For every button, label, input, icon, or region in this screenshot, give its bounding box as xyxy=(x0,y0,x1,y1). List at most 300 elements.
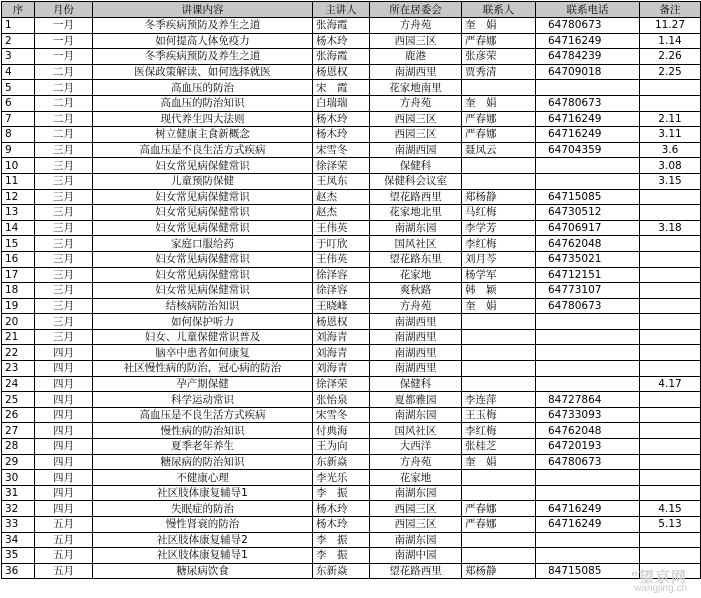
cell-committee: 望花路西里 xyxy=(370,563,462,579)
cell-month: 三月 xyxy=(35,158,93,174)
cell-no: 36 xyxy=(2,563,35,579)
cell-phone: 64720193 xyxy=(536,439,640,455)
cell-topic: 树立健康主食新概念 xyxy=(93,127,313,143)
cell-phone: 64704359 xyxy=(536,142,640,158)
cell-committee: 方舟苑 xyxy=(370,298,462,314)
cell-phone: 64784239 xyxy=(536,49,640,65)
cell-topic: 如何提高人体免疫力 xyxy=(93,33,313,49)
cell-phone xyxy=(536,548,640,564)
cell-committee: 望花路东里 xyxy=(370,251,462,267)
table-row xyxy=(2,251,701,267)
table-row xyxy=(2,345,701,361)
cell-speaker: 付典海 xyxy=(313,423,370,439)
cell-contact: 郑杨静 xyxy=(462,563,536,579)
cell-contact xyxy=(462,532,536,548)
cell-no: 27 xyxy=(2,423,35,439)
cell-committee: 保健科 xyxy=(370,158,462,174)
cell-contact: 聂凤云 xyxy=(462,142,536,158)
cell-committee: 爽秋路 xyxy=(370,283,462,299)
cell-topic: 高血压是不良生活方式疾病 xyxy=(93,407,313,423)
cell-phone xyxy=(536,532,640,548)
cell-topic: 现代养生四大法则 xyxy=(93,111,313,127)
cell-note xyxy=(640,407,701,423)
cell-contact: 严春娜 xyxy=(462,517,536,533)
cell-note xyxy=(640,345,701,361)
cell-contact: 王玉梅 xyxy=(462,407,536,423)
cell-phone: 64730512 xyxy=(536,205,640,221)
cell-contact: 郑杨静 xyxy=(462,189,536,205)
cell-contact xyxy=(462,485,536,501)
cell-contact: 严春娜 xyxy=(462,33,536,49)
cell-no: 8 xyxy=(2,127,35,143)
cell-contact xyxy=(462,345,536,361)
cell-speaker: 赵杰 xyxy=(313,189,370,205)
cell-speaker: 李光乐 xyxy=(313,470,370,486)
cell-no: 1 xyxy=(2,18,35,34)
cell-speaker: 东新焱 xyxy=(313,563,370,579)
cell-note: 3.6 xyxy=(640,142,701,158)
table-row xyxy=(2,142,701,158)
cell-phone: 64780673 xyxy=(536,454,640,470)
cell-note xyxy=(640,470,701,486)
header-row xyxy=(2,2,701,18)
cell-note xyxy=(640,454,701,470)
cell-topic: 慢性肾衰的防治 xyxy=(93,517,313,533)
cell-note xyxy=(640,329,701,345)
cell-month: 三月 xyxy=(35,205,93,221)
cell-month: 四月 xyxy=(35,423,93,439)
cell-topic: 妇女常见病保健常识 xyxy=(93,189,313,205)
cell-note xyxy=(640,423,701,439)
table-body xyxy=(2,18,701,579)
header-no: 序 xyxy=(2,2,35,18)
cell-no: 25 xyxy=(2,392,35,408)
cell-month: 四月 xyxy=(35,439,93,455)
cell-phone: 84727864 xyxy=(536,392,640,408)
cell-note xyxy=(640,361,701,377)
cell-topic: 糖尿病饮食 xyxy=(93,563,313,579)
cell-speaker: 王伟英 xyxy=(313,220,370,236)
cell-committee: 方舟苑 xyxy=(370,18,462,34)
header-phone: 联系电话 xyxy=(536,2,640,18)
cell-topic: 慢性病的防治知识 xyxy=(93,423,313,439)
cell-note: 3.15 xyxy=(640,173,701,189)
cell-committee: 国风社区 xyxy=(370,236,462,252)
cell-topic: 孕产期保健 xyxy=(93,376,313,392)
cell-note xyxy=(640,392,701,408)
cell-no: 29 xyxy=(2,454,35,470)
cell-phone: 64780673 xyxy=(536,95,640,111)
cell-month: 四月 xyxy=(35,454,93,470)
cell-topic: 妇女常见病保健常识 xyxy=(93,220,313,236)
table-row xyxy=(2,485,701,501)
cell-phone: 64780673 xyxy=(536,18,640,34)
cell-topic: 不健康心理 xyxy=(93,470,313,486)
cell-topic: 社区肢体康复辅导2 xyxy=(93,532,313,548)
cell-month: 三月 xyxy=(35,329,93,345)
table-row xyxy=(2,127,701,143)
cell-speaker: 赵杰 xyxy=(313,205,370,221)
cell-topic: 家庭口服给药 xyxy=(93,236,313,252)
cell-phone: 84715085 xyxy=(536,563,640,579)
cell-topic: 高血压是不良生活方式疾病 xyxy=(93,142,313,158)
cell-contact: 严春娜 xyxy=(462,127,536,143)
cell-no: 6 xyxy=(2,95,35,111)
cell-month: 三月 xyxy=(35,236,93,252)
cell-committee: 西园三区 xyxy=(370,517,462,533)
cell-speaker: 张怡泉 xyxy=(313,392,370,408)
cell-topic: 医保政策解读、如何选择就医 xyxy=(93,64,313,80)
cell-topic: 冬季疾病预防及养生之道 xyxy=(93,18,313,34)
cell-speaker: 王凤东 xyxy=(313,173,370,189)
header-month: 月份 xyxy=(35,2,93,18)
cell-speaker: 刘海青 xyxy=(313,361,370,377)
cell-no: 4 xyxy=(2,64,35,80)
table-row xyxy=(2,563,701,579)
cell-month: 四月 xyxy=(35,407,93,423)
cell-phone: 64773107 xyxy=(536,283,640,299)
cell-speaker: 杨木玲 xyxy=(313,501,370,517)
cell-note xyxy=(640,298,701,314)
cell-note: 3.08 xyxy=(640,158,701,174)
cell-month: 四月 xyxy=(35,345,93,361)
cell-committee: 保健科 xyxy=(370,376,462,392)
table-row xyxy=(2,548,701,564)
cell-committee: 南湖西里 xyxy=(370,314,462,330)
cell-contact xyxy=(462,80,536,96)
cell-speaker: 徐泽荣 xyxy=(313,158,370,174)
cell-topic: 失眠症的防治 xyxy=(93,501,313,517)
cell-no: 18 xyxy=(2,283,35,299)
cell-phone: 64706917 xyxy=(536,220,640,236)
cell-month: 五月 xyxy=(35,563,93,579)
table-row xyxy=(2,329,701,345)
cell-committee: 花家地 xyxy=(370,267,462,283)
cell-committee: 南湖西园 xyxy=(370,142,462,158)
table-row xyxy=(2,95,701,111)
cell-no: 33 xyxy=(2,517,35,533)
cell-note xyxy=(640,267,701,283)
cell-note xyxy=(640,314,701,330)
cell-no: 20 xyxy=(2,314,35,330)
cell-no: 30 xyxy=(2,470,35,486)
cell-committee: 南湖西里 xyxy=(370,345,462,361)
cell-speaker: 王晓峰 xyxy=(313,298,370,314)
cell-note: 2.25 xyxy=(640,64,701,80)
cell-committee: 方舟苑 xyxy=(370,95,462,111)
cell-contact: 杨学军 xyxy=(462,267,536,283)
table-row xyxy=(2,407,701,423)
table-row xyxy=(2,220,701,236)
table-row xyxy=(2,314,701,330)
cell-month: 三月 xyxy=(35,298,93,314)
cell-contact xyxy=(462,314,536,330)
cell-phone: 64762048 xyxy=(536,236,640,252)
cell-topic: 妇女常见病保健常识 xyxy=(93,267,313,283)
cell-note xyxy=(640,283,701,299)
table-row xyxy=(2,470,701,486)
cell-topic: 如何保护听力 xyxy=(93,314,313,330)
cell-contact: 奎 娟 xyxy=(462,454,536,470)
cell-no: 26 xyxy=(2,407,35,423)
cell-topic: 社区慢性病的防治，冠心病的防治 xyxy=(93,361,313,377)
table-row xyxy=(2,423,701,439)
cell-committee: 南湖西里 xyxy=(370,361,462,377)
cell-no: 15 xyxy=(2,236,35,252)
cell-contact: 奎 娟 xyxy=(462,18,536,34)
cell-committee: 望花路西里 xyxy=(370,189,462,205)
table-row xyxy=(2,173,701,189)
table-row xyxy=(2,298,701,314)
cell-contact: 奎 娟 xyxy=(462,95,536,111)
cell-speaker: 杨恩权 xyxy=(313,64,370,80)
cell-contact: 贾秀清 xyxy=(462,64,536,80)
cell-committee: 南湖东园 xyxy=(370,407,462,423)
cell-phone: 64712151 xyxy=(536,267,640,283)
cell-committee: 南湖中园 xyxy=(370,548,462,564)
cell-phone: 64709018 xyxy=(536,64,640,80)
table-row xyxy=(2,454,701,470)
cell-speaker: 宋雪冬 xyxy=(313,142,370,158)
cell-phone: 64780673 xyxy=(536,298,640,314)
header-speaker: 主讲人 xyxy=(313,2,370,18)
cell-committee: 大西洋 xyxy=(370,439,462,455)
cell-note xyxy=(640,439,701,455)
cell-speaker: 白瑞瑞 xyxy=(313,95,370,111)
cell-speaker: 张海霞 xyxy=(313,49,370,65)
cell-month: 二月 xyxy=(35,127,93,143)
table-row xyxy=(2,33,701,49)
cell-note: 11.27 xyxy=(640,18,701,34)
cell-contact xyxy=(462,548,536,564)
cell-no: 3 xyxy=(2,49,35,65)
table-row xyxy=(2,158,701,174)
cell-speaker: 张海霞 xyxy=(313,18,370,34)
cell-no: 9 xyxy=(2,142,35,158)
cell-month: 一月 xyxy=(35,18,93,34)
cell-month: 五月 xyxy=(35,532,93,548)
cell-committee: 花家地 xyxy=(370,470,462,486)
cell-speaker: 杨恩权 xyxy=(313,314,370,330)
table-row xyxy=(2,532,701,548)
cell-topic: 妇女、儿童保健常识普及 xyxy=(93,329,313,345)
cell-speaker: 杨木玲 xyxy=(313,111,370,127)
cell-note: 2.26 xyxy=(640,49,701,65)
cell-contact xyxy=(462,361,536,377)
cell-committee: 保健科会议室 xyxy=(370,173,462,189)
cell-contact: 严春娜 xyxy=(462,501,536,517)
cell-committee: 方舟苑 xyxy=(370,454,462,470)
watermark-domain: wangjing.cn xyxy=(634,583,687,594)
header-topic: 讲课内容 xyxy=(93,2,313,18)
cell-month: 四月 xyxy=(35,376,93,392)
cell-topic: 儿童预防保健 xyxy=(93,173,313,189)
table-row xyxy=(2,376,701,392)
cell-speaker: 刘海青 xyxy=(313,329,370,345)
cell-phone xyxy=(536,329,640,345)
cell-committee: 南湖东园 xyxy=(370,532,462,548)
cell-phone: 64716249 xyxy=(536,33,640,49)
cell-note xyxy=(640,80,701,96)
cell-phone xyxy=(536,376,640,392)
cell-no: 19 xyxy=(2,298,35,314)
table-row xyxy=(2,283,701,299)
cell-note xyxy=(640,485,701,501)
cell-topic: 妇女常见病保健常识 xyxy=(93,205,313,221)
cell-topic: 夏季老年养生 xyxy=(93,439,313,455)
cell-note xyxy=(640,205,701,221)
cell-contact xyxy=(462,470,536,486)
cell-phone xyxy=(536,361,640,377)
cell-phone xyxy=(536,173,640,189)
cell-speaker: 徐泽荣 xyxy=(313,376,370,392)
cell-contact xyxy=(462,376,536,392)
table-row xyxy=(2,189,701,205)
cell-no: 28 xyxy=(2,439,35,455)
cell-month: 五月 xyxy=(35,548,93,564)
cell-topic: 妇女常见病保健常识 xyxy=(93,283,313,299)
cell-no: 17 xyxy=(2,267,35,283)
cell-committee: 西园三区 xyxy=(370,111,462,127)
cell-contact: 韩 颖 xyxy=(462,283,536,299)
table-row xyxy=(2,80,701,96)
cell-committee: 南湖西里 xyxy=(370,64,462,80)
cell-phone: 64762048 xyxy=(536,423,640,439)
cell-speaker: 宋雪冬 xyxy=(313,407,370,423)
cell-topic: 冬季疾病预防及养生之道 xyxy=(93,49,313,65)
cell-no: 5 xyxy=(2,80,35,96)
cell-no: 21 xyxy=(2,329,35,345)
cell-topic: 妇女常见病保健常识 xyxy=(93,251,313,267)
cell-contact: 奎 娟 xyxy=(462,298,536,314)
header-committee: 所在居委会 xyxy=(370,2,462,18)
cell-contact xyxy=(462,329,536,345)
cell-month: 二月 xyxy=(35,64,93,80)
cell-no: 34 xyxy=(2,532,35,548)
cell-speaker: 杨木玲 xyxy=(313,517,370,533)
cell-no: 23 xyxy=(2,361,35,377)
cell-note xyxy=(640,236,701,252)
cell-committee: 西园三区 xyxy=(370,33,462,49)
table-row xyxy=(2,111,701,127)
cell-phone: 64735021 xyxy=(536,251,640,267)
cell-committee: 花家地南里 xyxy=(370,80,462,96)
cell-no: 14 xyxy=(2,220,35,236)
cell-committee: 南湖东园 xyxy=(370,485,462,501)
cell-phone xyxy=(536,158,640,174)
cell-note xyxy=(640,548,701,564)
table-row xyxy=(2,205,701,221)
cell-no: 32 xyxy=(2,501,35,517)
cell-note xyxy=(640,532,701,548)
cell-note: 2.11 xyxy=(640,111,701,127)
cell-phone xyxy=(536,485,640,501)
cell-phone: 64715085 xyxy=(536,189,640,205)
cell-no: 10 xyxy=(2,158,35,174)
cell-contact: 马红梅 xyxy=(462,205,536,221)
cell-month: 四月 xyxy=(35,470,93,486)
cell-contact xyxy=(462,173,536,189)
cell-month: 三月 xyxy=(35,220,93,236)
cell-no: 7 xyxy=(2,111,35,127)
cell-note xyxy=(640,251,701,267)
cell-speaker: 李 振 xyxy=(313,532,370,548)
cell-speaker: 杨木玲 xyxy=(313,127,370,143)
table-row xyxy=(2,18,701,34)
cell-contact: 李红梅 xyxy=(462,236,536,252)
cell-phone xyxy=(536,80,640,96)
cell-phone: 64733093 xyxy=(536,407,640,423)
cell-speaker: 王为向 xyxy=(313,439,370,455)
cell-month: 三月 xyxy=(35,283,93,299)
site-watermark xyxy=(630,569,687,594)
cell-no: 13 xyxy=(2,205,35,221)
cell-month: 四月 xyxy=(35,485,93,501)
cell-phone: 64716249 xyxy=(536,111,640,127)
header-contact: 联系人 xyxy=(462,2,536,18)
cell-speaker: 李 振 xyxy=(313,548,370,564)
cell-phone xyxy=(536,345,640,361)
cell-topic: 社区肢体康复辅导1 xyxy=(93,548,313,564)
cell-note: 4.17 xyxy=(640,376,701,392)
table-row xyxy=(2,267,701,283)
cell-note: 3.11 xyxy=(640,127,701,143)
cell-month: 三月 xyxy=(35,251,93,267)
cell-month: 一月 xyxy=(35,33,93,49)
cell-committee: 西园三区 xyxy=(370,501,462,517)
cell-committee: 南湖西里 xyxy=(370,329,462,345)
table-row xyxy=(2,501,701,517)
table-row xyxy=(2,392,701,408)
cell-no: 35 xyxy=(2,548,35,564)
cell-topic: 妇女常见病保健常识 xyxy=(93,158,313,174)
cell-month: 二月 xyxy=(35,80,93,96)
cell-phone: 64716249 xyxy=(536,517,640,533)
cell-month: 四月 xyxy=(35,392,93,408)
cell-no: 16 xyxy=(2,251,35,267)
cell-committee: 国风社区 xyxy=(370,423,462,439)
cell-no: 12 xyxy=(2,189,35,205)
cell-topic: 科学运动常识 xyxy=(93,392,313,408)
cell-speaker: 王伟英 xyxy=(313,251,370,267)
cell-no: 31 xyxy=(2,485,35,501)
cell-no: 2 xyxy=(2,33,35,49)
cell-committee: 夏都雅园 xyxy=(370,392,462,408)
cell-month: 三月 xyxy=(35,142,93,158)
cell-speaker: 徐泽容 xyxy=(313,283,370,299)
cell-month: 五月 xyxy=(35,517,93,533)
cell-speaker: 东新焱 xyxy=(313,454,370,470)
cell-committee: 鹿港 xyxy=(370,49,462,65)
cell-note xyxy=(640,189,701,205)
cell-contact: 李连萍 xyxy=(462,392,536,408)
cell-note: 4.15 xyxy=(640,501,701,517)
cell-speaker: 徐泽容 xyxy=(313,267,370,283)
cell-phone xyxy=(536,314,640,330)
cell-phone: 64716249 xyxy=(536,501,640,517)
cell-topic: 结核病防治知识 xyxy=(93,298,313,314)
cell-topic: 社区肢体康复辅导1 xyxy=(93,485,313,501)
cell-contact: 李红梅 xyxy=(462,423,536,439)
cell-note: 1.14 xyxy=(640,33,701,49)
cell-month: 三月 xyxy=(35,189,93,205)
cell-phone: 64716249 xyxy=(536,127,640,143)
cell-speaker: 于叮欣 xyxy=(313,236,370,252)
cell-topic: 脑卒中患者如何康复 xyxy=(93,345,313,361)
cell-committee: 花家地北里 xyxy=(370,205,462,221)
cell-speaker: 刘海青 xyxy=(313,345,370,361)
table-row xyxy=(2,49,701,65)
